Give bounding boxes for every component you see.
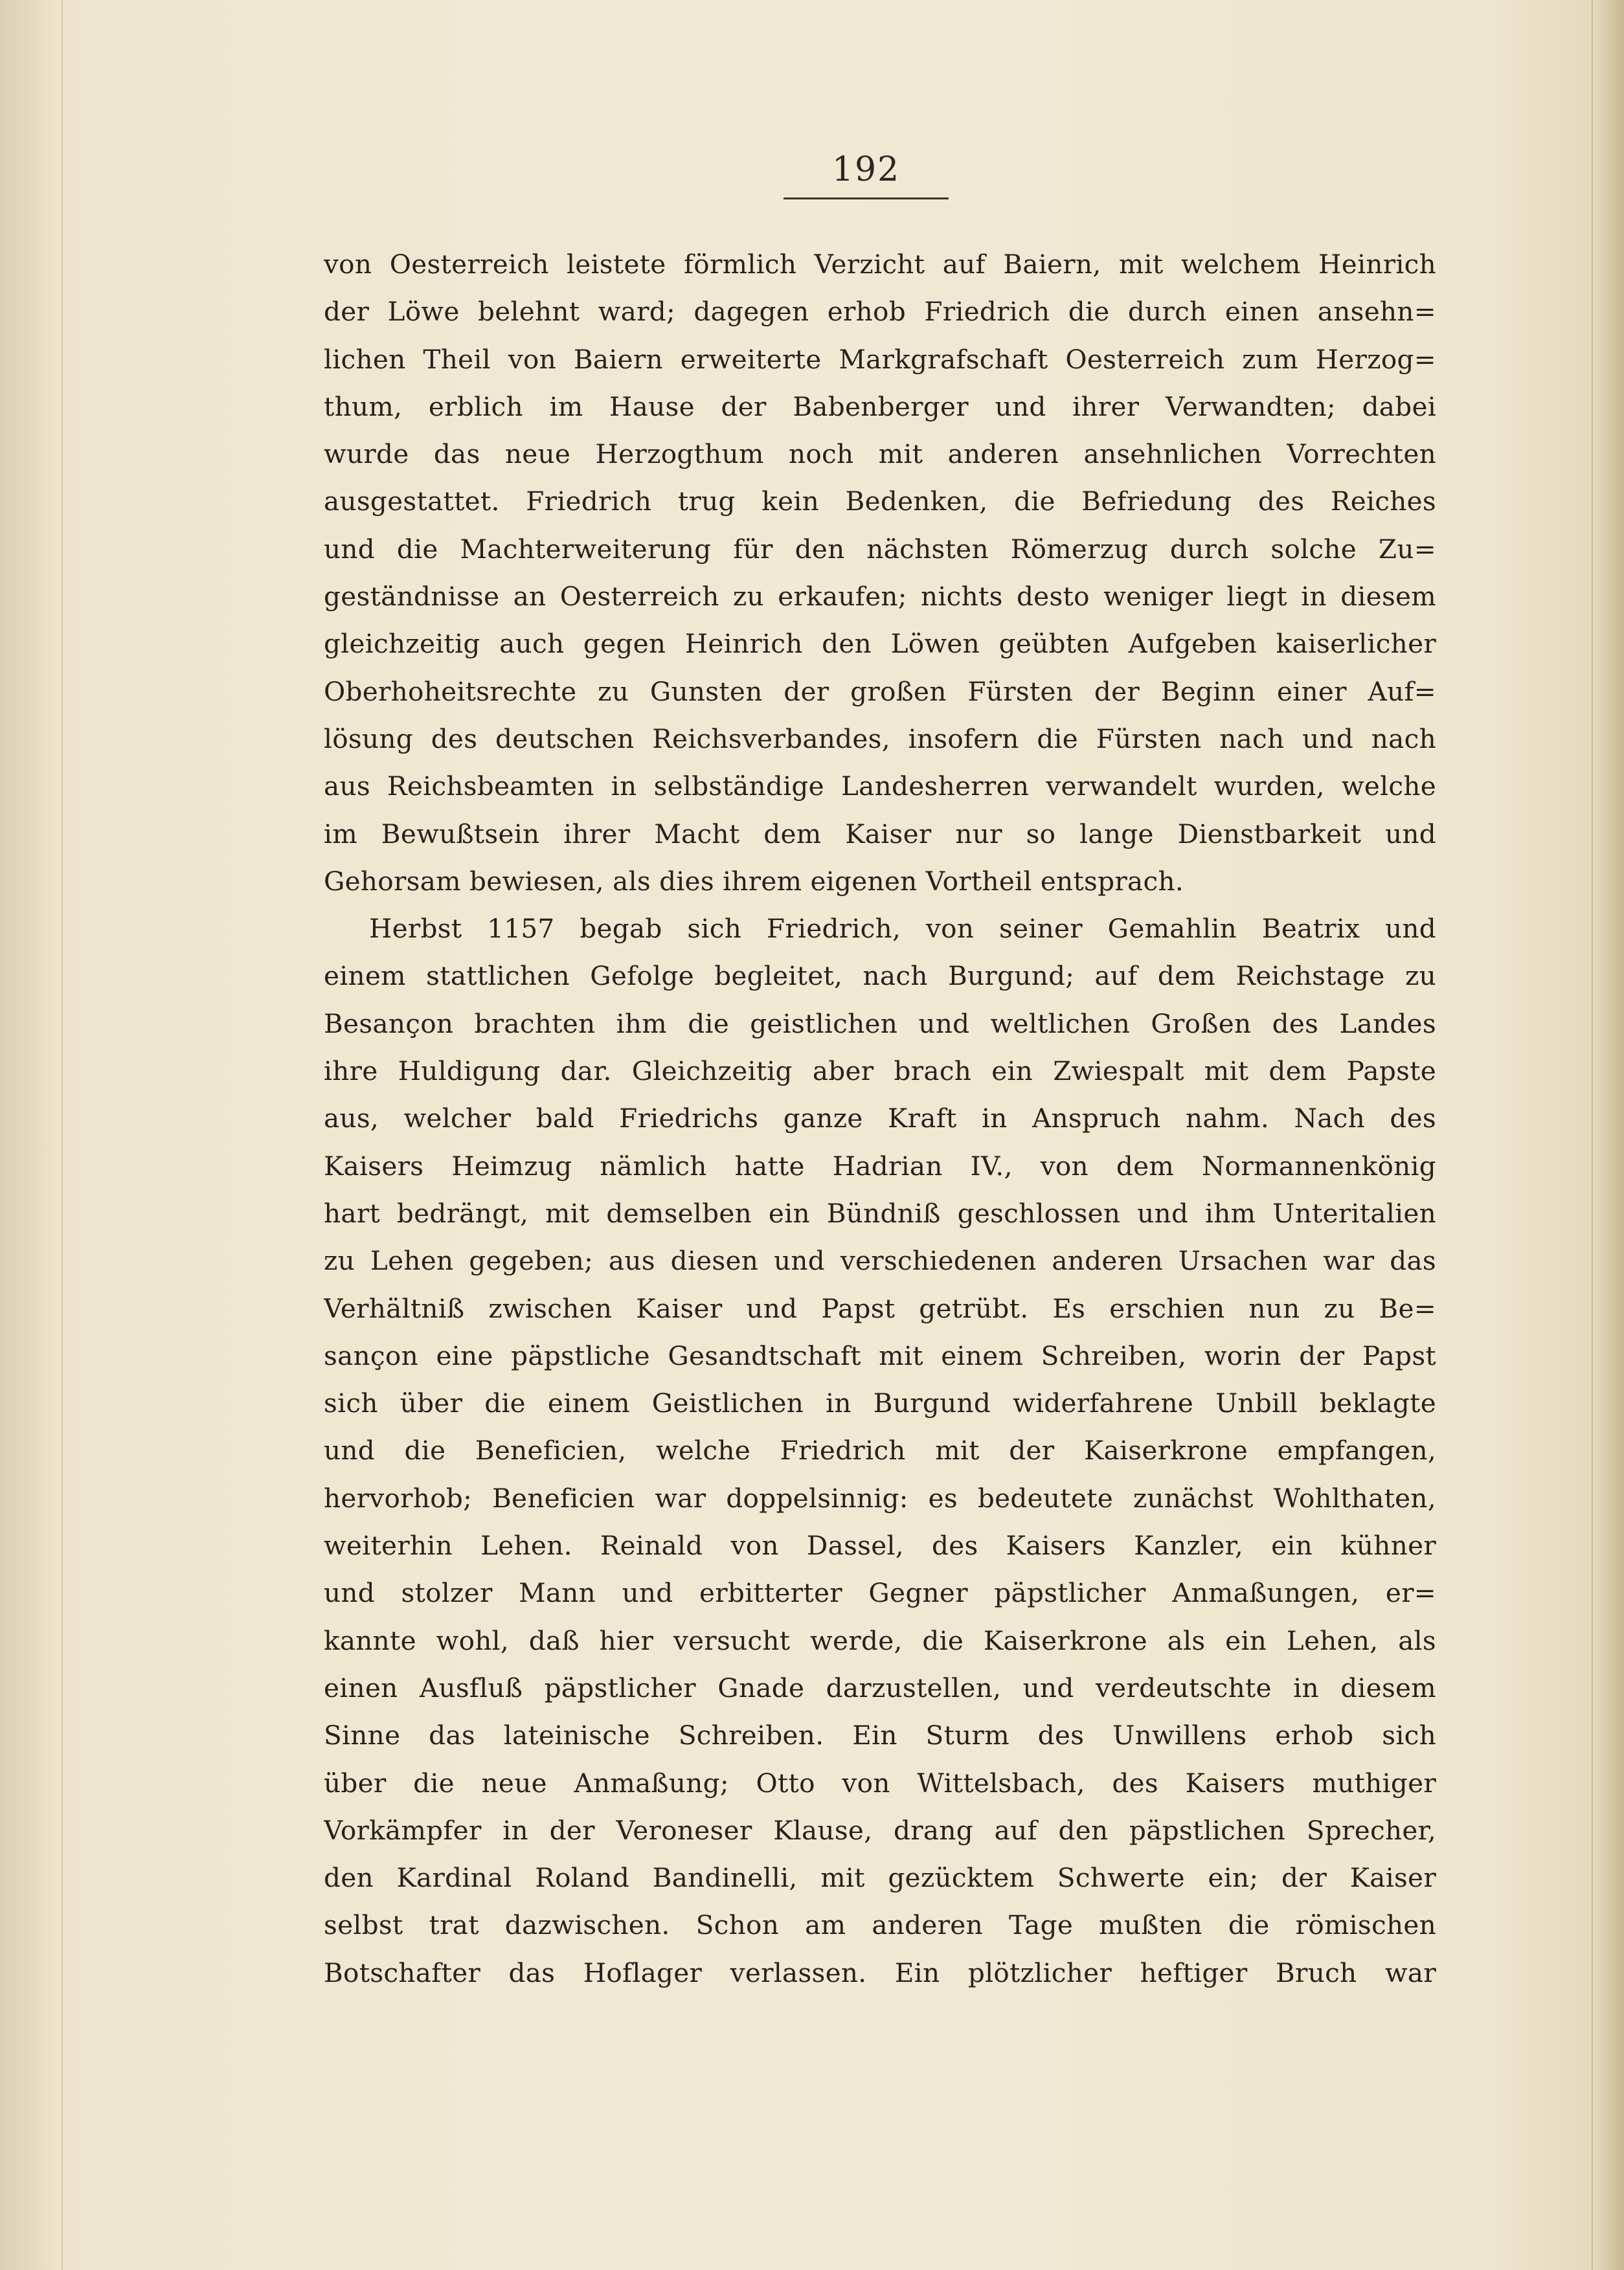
text-line: weiterhin Lehen. Reinald von Dassel, des Kaisers Kanzler, ein kühner — [324, 1530, 1436, 1562]
text-line: einen Ausfluß päpstlicher Gnade darzustellen, und verdeutschte in diesem — [324, 1672, 1436, 1703]
text-line: selbst trat dazwischen. Schon am anderen Tage mußten die römischen — [324, 1909, 1436, 1941]
text-line: hart bedrängt, mit demselben ein Bündniß geschlossen und ihm Unteritalien — [324, 1197, 1436, 1229]
text-line: Vorkämpfer in der Veroneser Klause, drang auf den päpstlichen Sprecher, — [324, 1814, 1436, 1846]
text-line: den Kardinal Roland Bandinelli, mit gezücktem Schwerte ein; der Kaiser — [324, 1862, 1436, 1894]
text-line: und die Beneficien, welche Friedrich mit der Kaiserkrone empfangen, — [324, 1435, 1436, 1467]
text-line: thum, erblich im Hause der Babenberger und ihrer Verwandten; dabei — [324, 390, 1436, 422]
text-line: aus Reichsbeamten in selbständige Landesherren verwandelt wurden, welche — [324, 770, 1436, 802]
text-line: kannte wohl, daß hier versucht werde, die Kaiserkrone als ein Lehen, als — [324, 1624, 1436, 1656]
text-line: hervorhob; Beneficien war doppelsinnig: es bedeutete zunächst Wohlthaten, — [324, 1482, 1436, 1514]
text-line: lichen Theil von Baiern erweiterte Markgrafschaft Oesterreich zum Herzog= — [324, 343, 1436, 375]
text-line: von Oesterreich leistete förmlich Verzicht auf Baiern, mit welchem Heinrich — [324, 249, 1436, 280]
body-text — [324, 241, 1436, 1997]
text-line: und die Machterweiterung für den nächsten Römerzug durch solche Zu= — [324, 533, 1436, 565]
text-line: gleichzeitig auch gegen Heinrich den Löwen geübten Aufgeben kaiserlicher — [324, 628, 1436, 660]
text-line: und stolzer Mann und erbitterter Gegner päpstlicher Anmaßungen, er= — [324, 1577, 1436, 1609]
text-line: einem stattlichen Gefolge begleitet, nach Burgund; auf dem Reichstage zu — [324, 960, 1436, 992]
page-edge-right — [1592, 0, 1624, 2270]
text-line: Herbst 1157 begab sich Friedrich, von seiner Gemahlin Beatrix und — [369, 913, 1436, 945]
text-line: im Bewußtsein ihrer Macht dem Kaiser nur so lange Dienstbarkeit und — [324, 818, 1436, 849]
page-gutter-left — [0, 0, 63, 2270]
text-line: ihre Huldigung dar. Gleichzeitig aber brach ein Zwiespalt mit dem Papste — [324, 1055, 1436, 1087]
text-line: Sinne das lateinische Schreiben. Ein Sturm des Unwillens erhob sich — [324, 1720, 1436, 1751]
text-line: Verhältniß zwischen Kaiser und Papst getrübt. Es erschien nun zu Be= — [324, 1292, 1436, 1324]
text-line: aus, welcher bald Friedrichs ganze Kraft in Anspruch nahm. Nach des — [324, 1103, 1436, 1134]
text-line: sançon eine päpstliche Gesandtschaft mit einem Schreiben, worin der Papst — [324, 1340, 1436, 1371]
text-line: Botschafter das Hoflager verlassen. Ein plötzlicher heftiger Bruch war — [324, 1957, 1436, 1988]
text-line: Besançon brachten ihm die geistlichen und weltlichen Großen des Landes — [324, 1007, 1436, 1039]
text-line: wurde das neue Herzogthum noch mit anderen ansehnlichen Vorrechten — [324, 438, 1436, 470]
page-number: 192 — [831, 150, 901, 189]
text-line: ausgestattet. Friedrich trug kein Bedenken, die Befriedung des Reiches — [324, 486, 1436, 517]
text-line: lösung des deutschen Reichsverbandes, insofern die Fürsten nach und nach — [324, 723, 1436, 754]
text-line: der Löwe belehnt ward; dagegen erhob Friedrich die durch einen ansehn= — [324, 296, 1436, 328]
text-line: Kaisers Heimzug nämlich hatte Hadrian IV., von dem Normannenkönig — [324, 1150, 1436, 1182]
text-line: geständnisse an Oesterreich zu erkaufen; nichts desto weniger liegt in diesem — [324, 581, 1436, 612]
text-line: Oberhoheitsrechte zu Gunsten der großen Fürsten der Beginn einer Auf= — [324, 675, 1436, 707]
text-line: über die neue Anmaßung; Otto von Wittelsbach, des Kaisers muthiger — [324, 1767, 1436, 1799]
header-rule — [784, 197, 949, 199]
text-line: Gehorsam bewiesen, als dies ihrem eigenen Vortheil entsprach. — [324, 865, 1184, 897]
text-line: zu Lehen gegeben; aus diesen und verschiedenen anderen Ursachen war das — [324, 1245, 1436, 1277]
text-line: sich über die einem Geistlichen in Burgund widerfahrene Unbill beklagte — [324, 1388, 1436, 1419]
